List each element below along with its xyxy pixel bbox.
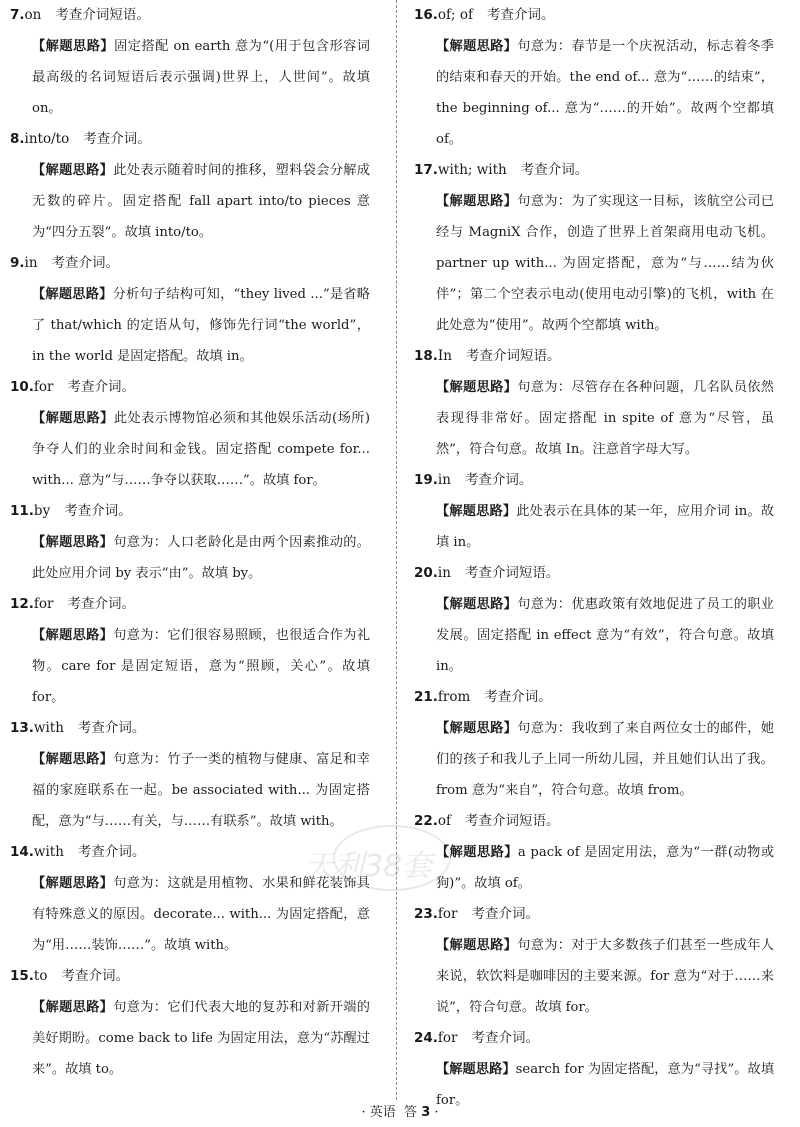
item-topic: 考查介词短语。 xyxy=(55,7,150,23)
item-topic: 考查介词。 xyxy=(484,689,552,705)
left-column xyxy=(10,0,372,1085)
item-answer: by xyxy=(33,503,51,519)
item-number: 20. xyxy=(414,565,438,581)
answer-item-10 xyxy=(10,372,372,496)
answer-item-21 xyxy=(414,682,776,806)
solution-tag: 【解题思路】 xyxy=(436,938,518,953)
explanation-text: 此处表示博物馆必须和其他娱乐活动(场所)争夺人们的业余时间和金钱。固定搭配 compete for... with... 意为“与……争夺以获取……”。故填 for。 xyxy=(32,411,371,488)
item-explanation xyxy=(10,403,372,496)
page-footer xyxy=(0,1104,800,1122)
solution-tag: 【解题思路】 xyxy=(32,39,115,54)
item-answer: of xyxy=(437,813,452,829)
watermark-text: 天利38套 xyxy=(304,849,433,884)
item-explanation xyxy=(10,868,372,961)
item-head xyxy=(414,0,776,31)
item-explanation xyxy=(414,496,776,558)
answer-item-20 xyxy=(414,558,776,682)
item-answer: with xyxy=(33,720,64,736)
item-answer: for xyxy=(33,379,54,395)
item-number: 18. xyxy=(414,348,438,364)
item-explanation xyxy=(10,155,372,248)
footer-dot-left: · xyxy=(361,1105,366,1120)
item-number: 24. xyxy=(414,1030,438,1046)
explanation-text: 此处表示在具体的某一年，应用介词 in。故填 in。 xyxy=(436,504,775,550)
item-number: 23. xyxy=(414,906,438,922)
item-number: 19. xyxy=(414,472,438,488)
item-answer: to xyxy=(33,968,48,984)
item-topic: 考查介词短语。 xyxy=(465,813,560,829)
item-answer: for xyxy=(33,596,54,612)
item-head xyxy=(10,124,372,155)
solution-tag: 【解题思路】 xyxy=(436,845,518,860)
explanation-text: a pack of 是固定用法，意为“一群(动物或狗)”。故填 of。 xyxy=(436,845,775,891)
page-number: 3 xyxy=(421,1105,431,1120)
item-number: 22. xyxy=(414,813,438,829)
item-explanation xyxy=(10,31,372,124)
item-topic: 考查介词。 xyxy=(471,1030,539,1046)
answer-item-16 xyxy=(414,0,776,155)
answer-item-11 xyxy=(10,496,372,589)
explanation-text: 句意为：竹子一类的植物与健康、富足和幸福的家庭联系在一起。be associated with... 为固定搭配，意为“与……有关，与……有联系”。故填 with。 xyxy=(32,752,370,829)
item-explanation xyxy=(414,186,776,341)
item-explanation xyxy=(414,837,776,899)
explanation-text: 句意为：它们很容易照顾，也很适合作为礼物。care for 是固定短语，意为“照顾，关心”。故填 for。 xyxy=(32,628,370,705)
solution-tag: 【解题思路】 xyxy=(32,535,114,550)
answer-item-22 xyxy=(414,806,776,899)
item-explanation xyxy=(10,620,372,713)
item-explanation xyxy=(414,31,776,155)
item-number: 8. xyxy=(10,131,25,147)
footer-subject: 英语 xyxy=(369,1105,396,1120)
item-explanation xyxy=(10,992,372,1085)
item-head xyxy=(414,682,776,713)
item-number: 10. xyxy=(10,379,34,395)
explanation-text: 句意为：它们代表大地的复苏和对新开端的美好期盼。come back to life 为固定用法，意为“苏醒过来”。故填 to。 xyxy=(32,1000,370,1077)
item-topic: 考查介词。 xyxy=(83,131,151,147)
item-head xyxy=(414,465,776,496)
explanation-text: 句意为：人口老龄化是由两个因素推动的。此处应用介词 by 表示“由”。故填 by。 xyxy=(32,535,370,581)
answer-item-12 xyxy=(10,589,372,713)
solution-tag: 【解题思路】 xyxy=(32,752,114,767)
answer-item-9 xyxy=(10,248,372,372)
item-head xyxy=(414,1023,776,1054)
solution-tag: 【解题思路】 xyxy=(32,163,114,178)
answer-item-14 xyxy=(10,837,372,961)
item-topic: 考查介词。 xyxy=(464,472,533,488)
solution-tag: 【解题思路】 xyxy=(436,1062,516,1077)
answer-item-17 xyxy=(414,155,776,341)
item-explanation xyxy=(414,589,776,682)
item-number: 21. xyxy=(414,689,438,705)
item-answer: from xyxy=(437,689,471,705)
solution-tag: 【解题思路】 xyxy=(436,39,518,54)
item-answer: in xyxy=(437,565,451,581)
solution-tag: 【解题思路】 xyxy=(32,628,114,643)
item-head xyxy=(414,155,776,186)
explanation-text: 句意为：春节是一个庆祝活动，标志着冬季的结束和春天的开始。the end of... 意为“……的结束”，the beginning of... 意为“……的开始”。故两个空都填 of。 xyxy=(436,39,774,147)
item-explanation xyxy=(10,744,372,837)
item-topic: 考查介词。 xyxy=(520,162,589,178)
item-head xyxy=(10,372,372,403)
answer-item-24 xyxy=(414,1023,776,1116)
item-topic: 考查介词。 xyxy=(51,255,120,271)
item-topic: 考查介词。 xyxy=(67,596,135,612)
answer-item-8 xyxy=(10,124,372,248)
item-number: 14. xyxy=(10,844,34,860)
footer-dot-right: · xyxy=(434,1105,439,1120)
solution-tag: 【解题思路】 xyxy=(32,876,114,891)
item-head xyxy=(414,806,776,837)
item-head xyxy=(10,248,372,279)
item-answer: for xyxy=(437,1030,458,1046)
explanation-text: 句意为：这就是用植物、水果和鲜花装饰具有特殊意义的原因。decorate... with... 为固定搭配，意为“用……装饰……”。故填 with。 xyxy=(32,876,370,953)
solution-tag: 【解题思路】 xyxy=(436,504,517,519)
solution-tag: 【解题思路】 xyxy=(436,721,518,736)
item-head xyxy=(10,961,372,992)
column-divider xyxy=(396,0,397,1100)
solution-tag: 【解题思路】 xyxy=(436,380,518,395)
item-head xyxy=(414,899,776,930)
item-answer: In xyxy=(437,348,452,364)
explanation-text: 分析句子结构可知，“they lived ...”是省略了 that/which 的定语从句，修饰先行词“the world”，in the world 是固定搭配。故填 in。 xyxy=(32,287,370,364)
explanation-text: 句意为：尽管存在各种问题，几名队员依然表现得非常好。固定搭配 in spite of 意为“尽管，虽然”，符合句意。故填 In。注意首字母大写。 xyxy=(436,380,774,457)
answer-item-7 xyxy=(10,0,372,124)
item-head xyxy=(10,496,372,527)
item-head xyxy=(10,0,372,31)
item-number: 9. xyxy=(10,255,25,271)
item-topic: 考查介词。 xyxy=(487,7,555,23)
answer-item-15 xyxy=(10,961,372,1085)
item-answer: in xyxy=(24,255,38,271)
item-head xyxy=(10,589,372,620)
item-number: 15. xyxy=(10,968,34,984)
item-explanation xyxy=(414,713,776,806)
answer-item-19 xyxy=(414,465,776,558)
item-number: 11. xyxy=(10,503,34,519)
item-explanation xyxy=(10,527,372,589)
explanation-text: 句意为：对于大多数孩子们甚至一些成年人来说，软饮料是咖啡因的主要来源。for 意为“对于……来说”，符合句意。故填 for。 xyxy=(436,938,774,1015)
item-number: 13. xyxy=(10,720,34,736)
item-head xyxy=(414,341,776,372)
item-answer: on xyxy=(24,7,42,23)
item-number: 17. xyxy=(414,162,438,178)
solution-tag: 【解题思路】 xyxy=(436,597,518,612)
item-explanation xyxy=(414,930,776,1023)
explanation-text: 句意为：我收到了来自两位女士的邮件，她们的孩子和我儿子上同一所幼儿园，并且她们认出了我。from 意为“来自”，符合句意。故填 from。 xyxy=(436,721,774,798)
item-answer: for xyxy=(437,906,458,922)
solution-tag: 【解题思路】 xyxy=(32,287,113,302)
item-answer: of; of xyxy=(437,7,474,23)
item-topic: 考查介词。 xyxy=(61,968,129,984)
answer-item-18 xyxy=(414,341,776,465)
item-topic: 考查介词。 xyxy=(67,379,135,395)
item-number: 7. xyxy=(10,7,25,23)
item-topic: 考查介词。 xyxy=(471,906,539,922)
item-head xyxy=(10,837,372,868)
item-answer: into/to xyxy=(24,131,70,147)
item-topic: 考查介词。 xyxy=(77,720,146,736)
item-number: 16. xyxy=(414,7,438,23)
item-topic: 考查介词短语。 xyxy=(465,348,561,364)
item-answer: in xyxy=(437,472,451,488)
item-answer: with xyxy=(33,844,64,860)
explanation-text: 句意为：为了实现这一目标，该航空公司已经与 MagniX 合作，创造了世界上首架商用电动飞机。partner up with... 为固定搭配，意为“与……结为伙伴”；第二个空表示电动(使用电动引擎)的飞机，with 在此处意为“使用”。故两个空都填 with。 xyxy=(436,194,774,333)
answer-item-13 xyxy=(10,713,372,837)
solution-tag: 【解题思路】 xyxy=(32,411,114,426)
solution-tag: 【解题思路】 xyxy=(32,1000,114,1015)
solution-tag: 【解题思路】 xyxy=(436,194,518,209)
item-explanation xyxy=(10,279,372,372)
item-topic: 考查介词短语。 xyxy=(464,565,560,581)
item-answer: with; with xyxy=(437,162,507,178)
explanation-text: 此处表示随着时间的推移，塑料袋会分解成无数的碎片。固定搭配 fall apart into/to pieces 意为“四分五裂”。故填 into/to。 xyxy=(32,163,370,240)
explanation-text: search for 为固定搭配，意为“寻找”。故填 for。 xyxy=(436,1062,775,1108)
answer-item-23 xyxy=(414,899,776,1023)
explanation-text: 句意为：优惠政策有效地促进了员工的职业发展。固定搭配 in effect 意为“有效”，符合句意。故填 in。 xyxy=(436,597,774,674)
item-explanation xyxy=(414,372,776,465)
explanation-text: 固定搭配 on earth 意为“(用于包含形容词最高级的名词短语后表示强调)世界上，人世间”。故填 on。 xyxy=(32,39,370,116)
item-topic: 考查介词。 xyxy=(77,844,146,860)
item-head xyxy=(414,558,776,589)
item-topic: 考查介词。 xyxy=(64,503,132,519)
right-column xyxy=(414,0,776,1116)
footer-label: 答 xyxy=(404,1105,418,1120)
item-head xyxy=(10,713,372,744)
item-number: 12. xyxy=(10,596,34,612)
